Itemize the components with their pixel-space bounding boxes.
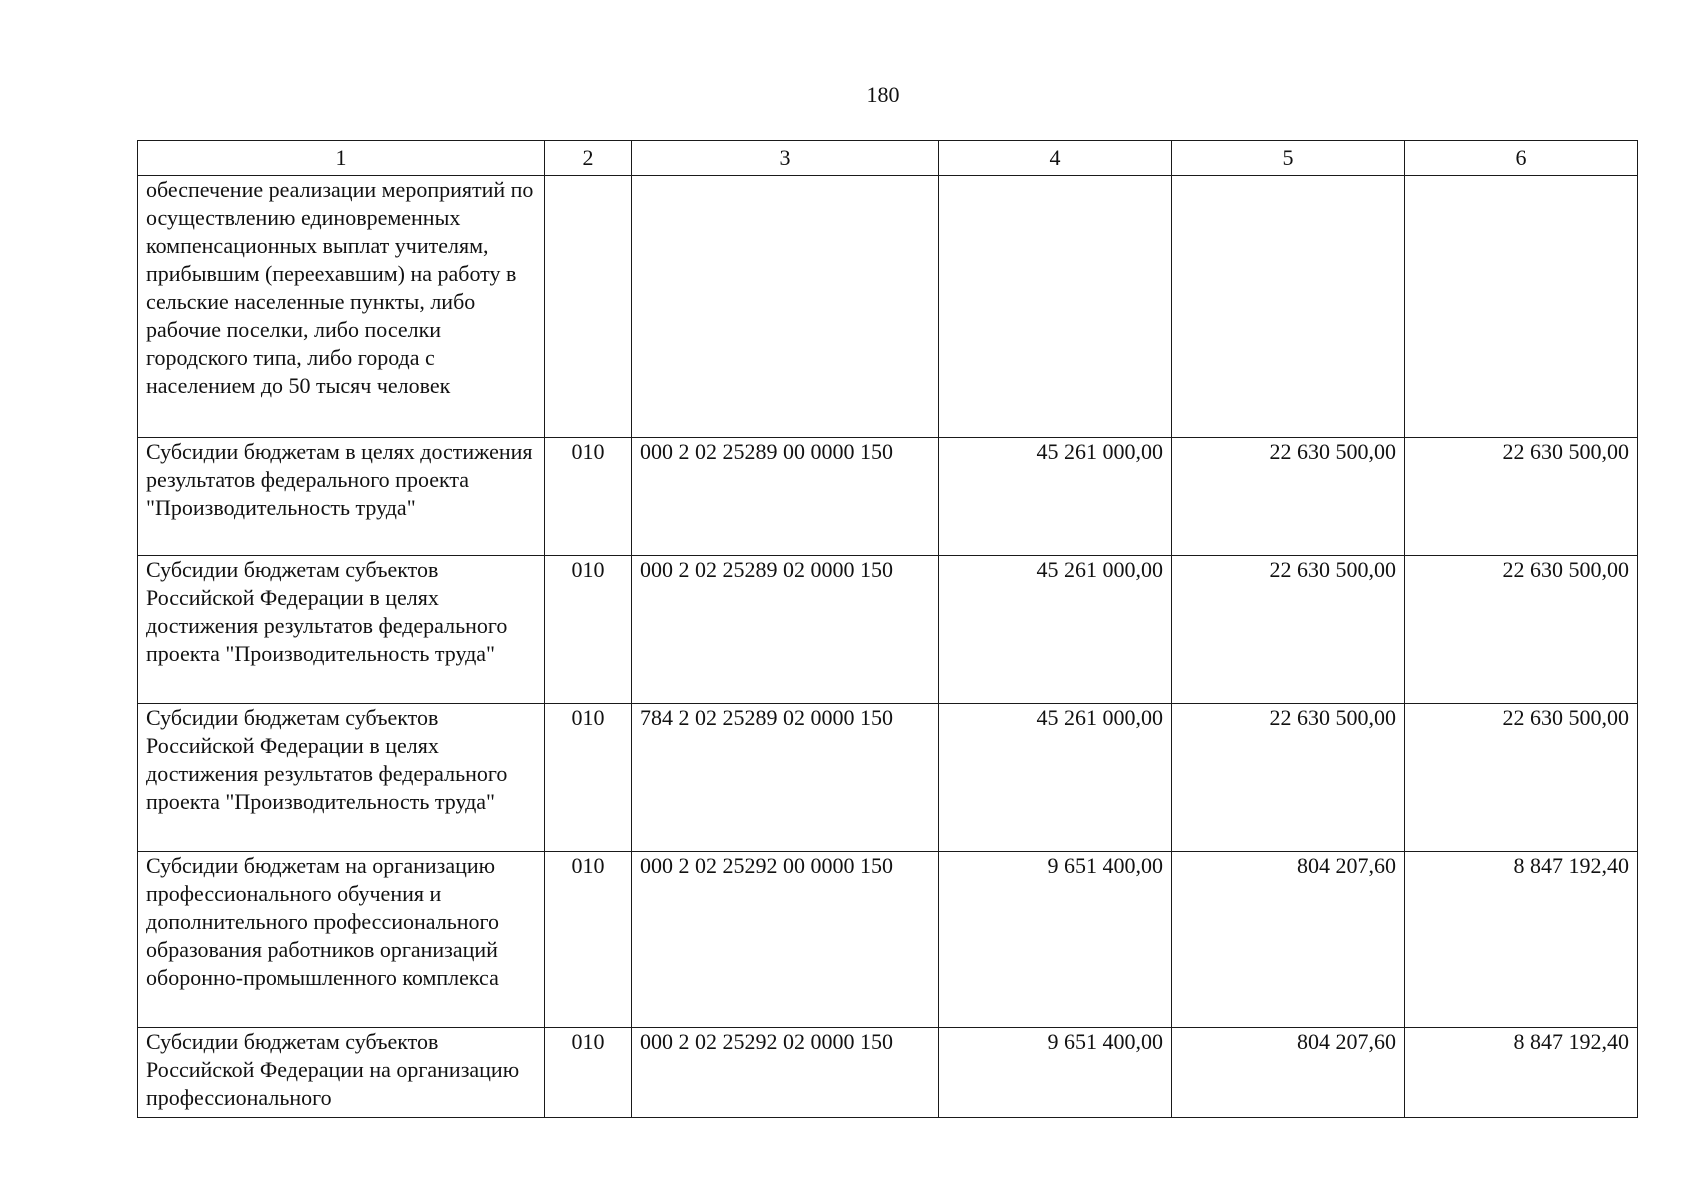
budget-table: [137, 140, 1638, 1118]
row-kbk-cell: 000 2 02 25292 00 0000 150: [632, 852, 939, 1028]
header-cell-6: 6: [1405, 141, 1638, 176]
table-row: [138, 1028, 1638, 1118]
page-number: 180: [866, 82, 900, 107]
row-name-cell: Субсидии бюджетам на организацию профессионального обучения и дополнительного профессионального образования работников организаций оборонно-промышленного комплекса: [138, 852, 545, 1028]
row-value-5-cell: 22 630 500,00: [1172, 556, 1405, 704]
header-cell-4: 4: [939, 141, 1172, 176]
row-value-6-cell: [1405, 176, 1638, 438]
header-cell-3: 3: [632, 141, 939, 176]
row-name-cell: Субсидии бюджетам субъектов Российской Федерации в целях достижения результатов федерального проекта "Производительность труда": [138, 556, 545, 704]
row-value-6-cell: 22 630 500,00: [1405, 704, 1638, 852]
table-row: [138, 556, 1638, 704]
row-kbk-cell: 000 2 02 25292 02 0000 150: [632, 1028, 939, 1118]
row-value-4-cell: [939, 176, 1172, 438]
header-cell-5: 5: [1172, 141, 1405, 176]
row-value-5-cell: 804 207,60: [1172, 852, 1405, 1028]
row-code-cell: 010: [545, 556, 632, 704]
table-row: [138, 704, 1638, 852]
row-value-4-cell: 9 651 400,00: [939, 852, 1172, 1028]
row-code-cell: [545, 176, 632, 438]
table-row: [138, 852, 1638, 1028]
row-value-4-cell: 45 261 000,00: [939, 704, 1172, 852]
row-value-4-cell: 9 651 400,00: [939, 1028, 1172, 1118]
row-kbk-cell: 784 2 02 25289 02 0000 150: [632, 704, 939, 852]
row-value-6-cell: 22 630 500,00: [1405, 556, 1638, 704]
table-row: [138, 176, 1638, 438]
row-kbk-cell: 000 2 02 25289 00 0000 150: [632, 438, 939, 556]
row-value-5-cell: [1172, 176, 1405, 438]
row-value-6-cell: 8 847 192,40: [1405, 852, 1638, 1028]
row-code-cell: 010: [545, 1028, 632, 1118]
row-name-cell: Субсидии бюджетам субъектов Российской Федерации на организацию профессионального: [138, 1028, 545, 1118]
row-value-5-cell: 804 207,60: [1172, 1028, 1405, 1118]
header-cell-2: 2: [545, 141, 632, 176]
row-name-cell: Субсидии бюджетам субъектов Российской Федерации в целях достижения результатов федерального проекта "Производительность труда": [138, 704, 545, 852]
row-name-cell: обеспечение реализации мероприятий по осуществлению единовременных компенсационных выплат учителям, прибывшим (переехавшим) на работу в сельские населенные пункты, либо рабочие поселки, либо поселки городского типа, либо города с населением до 50 тысяч человек: [138, 176, 545, 438]
row-value-5-cell: 22 630 500,00: [1172, 438, 1405, 556]
row-value-4-cell: 45 261 000,00: [939, 556, 1172, 704]
row-value-4-cell: 45 261 000,00: [939, 438, 1172, 556]
row-code-cell: 010: [545, 704, 632, 852]
header-cell-1: 1: [138, 141, 545, 176]
row-kbk-cell: 000 2 02 25289 02 0000 150: [632, 556, 939, 704]
row-value-5-cell: 22 630 500,00: [1172, 704, 1405, 852]
row-value-6-cell: 8 847 192,40: [1405, 1028, 1638, 1118]
row-name-cell: Субсидии бюджетам в целях достижения результатов федерального проекта "Производительность труда": [138, 438, 545, 556]
row-code-cell: 010: [545, 852, 632, 1028]
row-value-6-cell: 22 630 500,00: [1405, 438, 1638, 556]
table-row: [138, 438, 1638, 556]
row-kbk-cell: [632, 176, 939, 438]
header-row: [138, 141, 1638, 176]
row-code-cell: 010: [545, 438, 632, 556]
